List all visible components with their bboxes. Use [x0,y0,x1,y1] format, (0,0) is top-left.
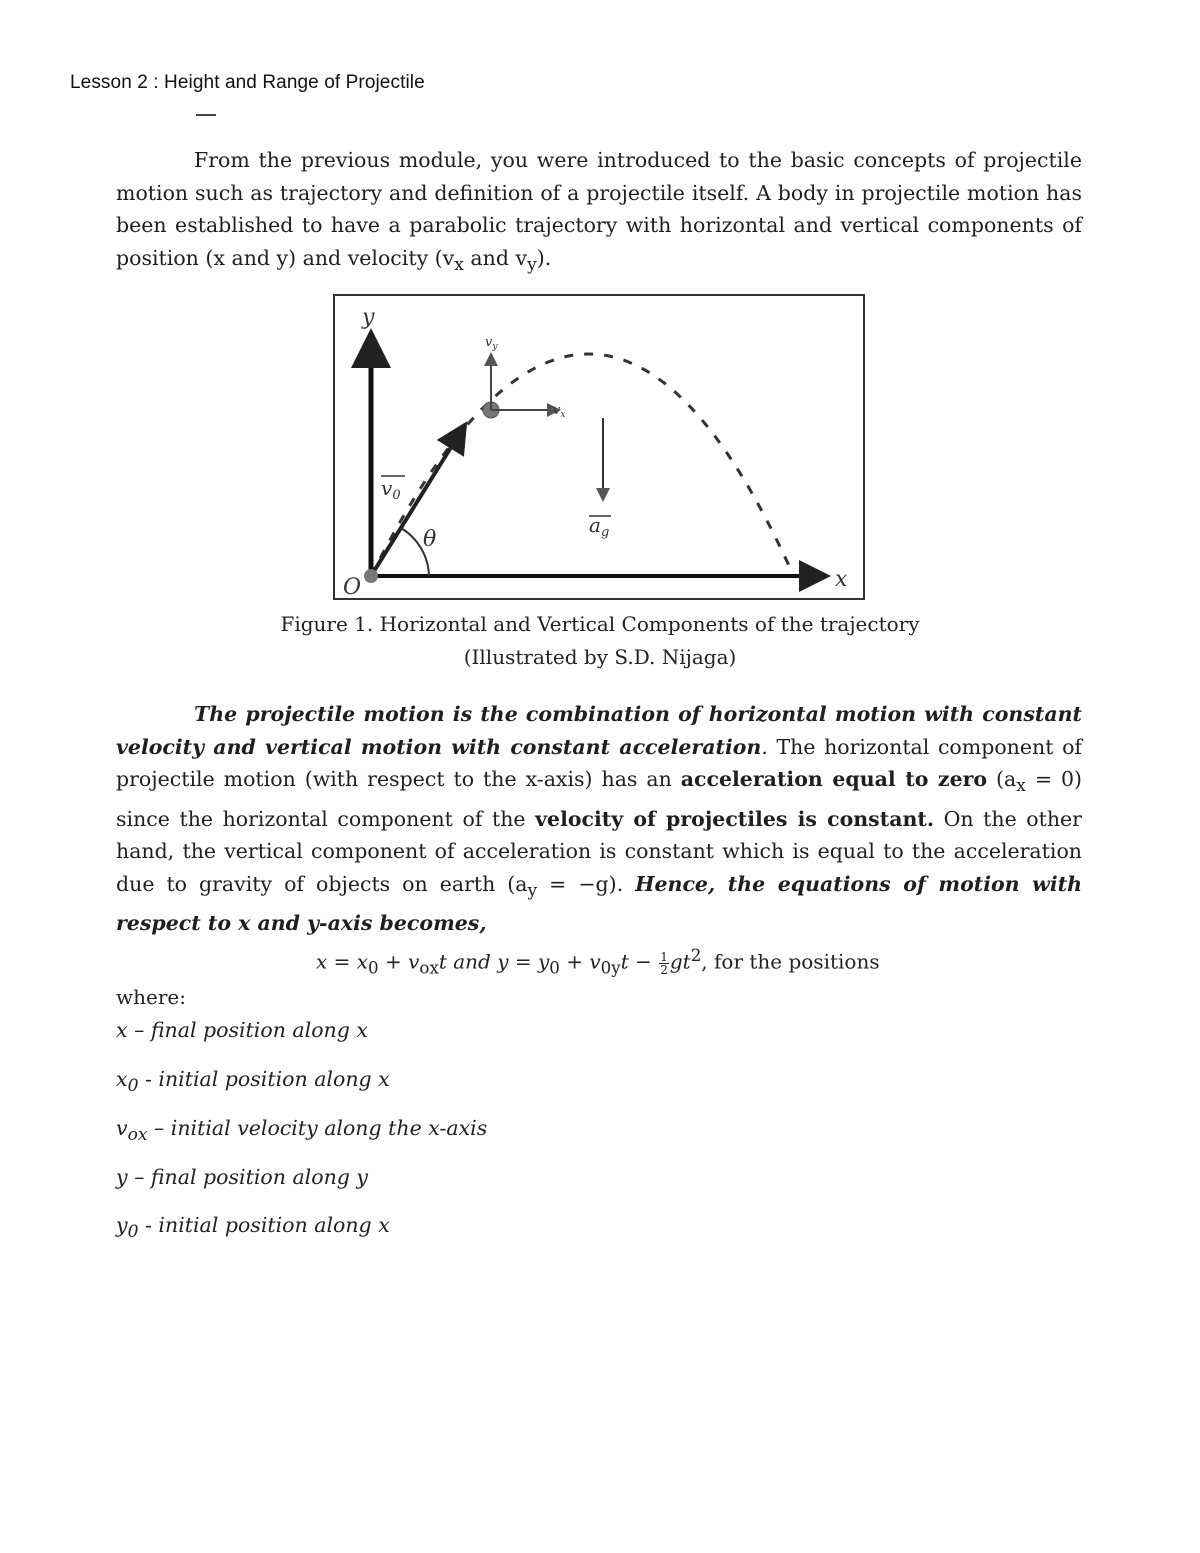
position-equations [316,946,880,978]
def-symbol: v [116,1116,128,1140]
intro-vx-sub: x [454,254,464,275]
label-y: y [362,305,375,330]
para2-text-2: (a [987,767,1017,791]
eq-part2: + v [378,949,420,974]
figure-credit: (Illustrated by S.D. Nijaga) [463,645,737,669]
def-symbol: x [116,1018,128,1042]
def-text: – final position along x [127,1018,368,1042]
hence-statement: Hence, the equations of motion with respect to x and y-axis becomes, [116,871,1082,936]
def-sub: ox [127,1125,148,1146]
definition-item [116,1116,487,1145]
frac-num: 1 [660,949,668,964]
intro-text: From the previous module, you were introduced to the basic concepts of projectile motion such as trajectory and definition of a projectile itself. A body in projectile motion has been established to have a parabolic trajectory with horizontal and vertical components of position (x and y) and velocity (v [116,148,1082,270]
label-v0: $v_0$ [381,476,401,503]
figure-caption: Figure 1. Horizontal and Vertical Components of the trajectory [280,612,920,636]
def-sub: 0 [127,1076,139,1097]
def-text: – final position along y [127,1165,368,1189]
def-text: - initial position along x [138,1067,390,1091]
one-half-fraction [659,951,669,976]
ay-sub: y [527,880,538,901]
key-statement: The projectile motion is the combination of horizontal motion with constant velocity and vertical motion with constant acceleration [116,702,1082,759]
acceleration-zero: acceleration equal to zero [680,767,988,791]
intro-vy-sub: y [527,254,537,275]
ax-sub: x [1016,776,1026,797]
eq-x0-sub: 0 [368,958,379,978]
intro-end: ). [536,245,552,270]
eq-vox-sub: ox [419,958,439,978]
label-vy: $v_y$ [485,335,498,352]
definition-item [116,1018,368,1047]
def-text: – initial velocity along the x-axis [147,1116,488,1140]
eq-part7: , for the positions [701,949,880,974]
def-sub: 0 [127,1222,139,1243]
trajectory-diagram [335,296,867,602]
dash-mark [196,114,216,116]
origin-dot [364,569,378,583]
where-label: where: [116,985,186,1009]
eq-y0-sub: 0 [549,958,560,978]
para2-text-3: = 0) since the horizontal component of the [116,767,1082,831]
definition-item [116,1213,390,1242]
def-symbol: y [116,1213,128,1237]
definition-item [116,1165,368,1194]
label-theta: θ [423,527,437,552]
eq-voy-sub: 0y [600,958,621,978]
label-vx: $v_x$ [553,403,566,420]
para2-text-5: = −g). [537,871,636,896]
intro-and: and v [463,245,528,270]
label-ag: $a_g$ [589,513,610,540]
eq-sq: 2 [690,946,702,965]
definition-item [116,1067,390,1096]
lesson-title: Lesson 2 : Height and Range of Projectile [70,72,425,93]
eq-part4: + v [559,949,601,974]
explanation-paragraph [116,698,1082,940]
initial-velocity-vector [371,428,463,576]
eq-part3: t and y = y [438,949,550,974]
def-symbol: x [116,1067,128,1091]
def-symbol: y [116,1165,128,1189]
para2-text-1: . The horizontal component of projectile motion (with respect to the x-axis) has an [116,734,1082,791]
label-origin: O [343,575,362,600]
intro-paragraph [116,144,1082,281]
label-x: x [835,567,848,592]
eq-part1: x = x [316,949,369,974]
frac-den: 2 [660,962,668,977]
trajectory-figure [333,294,865,600]
def-text: - initial position along x [138,1213,390,1237]
eq-part5: t − [620,949,659,974]
eq-part6: gt [669,949,691,974]
velocity-constant: velocity of projectiles is constant. [535,806,934,831]
para2-text-4: On the other hand, the vertical component of acceleration is constant which is equal to the acceleration due to gravity of objects on earth (a [116,806,1082,896]
